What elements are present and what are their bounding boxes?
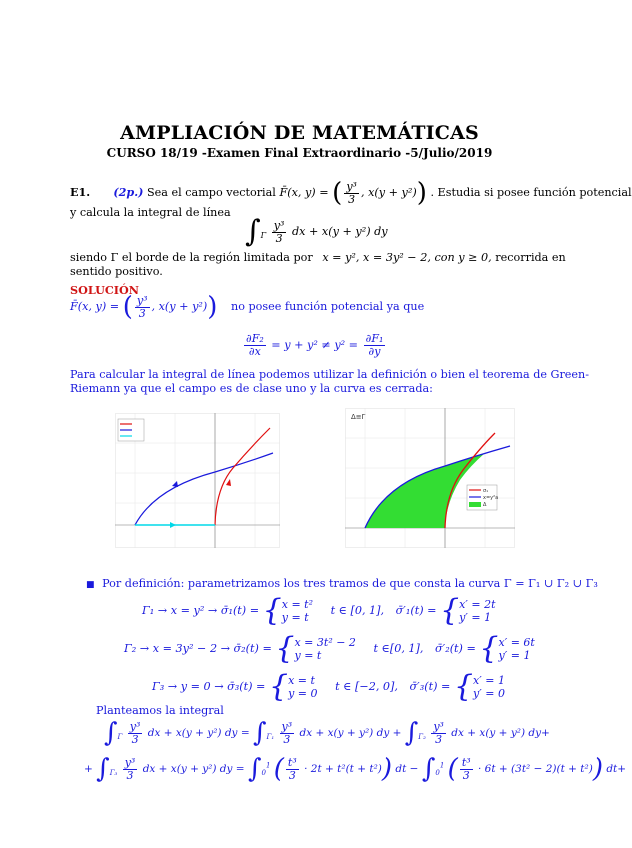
eq2-upper-2: 1 <box>439 761 445 770</box>
exercise-line-1: E1. (2p.) Sea el campo vectorial F̄(x, y) = ( $\frac{\text{y³}}{3}$ , x(y + y²)) . Estudia si posee función potencial <box>70 178 632 208</box>
eq1-num-2: y³ <box>281 719 293 733</box>
eq2-sub-gamma3: Γ₃ <box>109 769 118 778</box>
g3-d-case-1: x′ = 1 <box>473 674 505 687</box>
field-den: 3 <box>348 192 356 206</box>
sol-field-num: y³ <box>136 293 148 307</box>
g1-derivative: σ̄′₁(t) = <box>395 604 437 617</box>
eq1-sub-gamma1: Γ₁ <box>266 733 275 742</box>
eq2-lower-2: 0 <box>435 769 440 778</box>
paragraph-line-1: Para calcular la integral de línea podemos utilizar la definición o bien el teorema de Green- <box>70 368 590 381</box>
partial-2-den: ∂y <box>368 345 381 358</box>
eq2-den-3: 3 <box>462 768 470 782</box>
g3-case-2: y = 0 <box>288 687 318 700</box>
exercise-after-field: . Estudia si posee función potencial <box>430 186 632 199</box>
legend-right-item-1: σ₁ <box>483 488 489 494</box>
integral-subscript: Γ <box>260 231 267 241</box>
solution-field-line: F̄(x, y) = ( $\frac{\text{y³}}{3}$ , x(y + y²)) no posee función potencial ya que <box>70 292 425 322</box>
sol-field-den: 3 <box>138 306 146 320</box>
eq1-den-2: 3 <box>283 732 291 746</box>
partial-1-num: ∂F₂ <box>246 332 264 345</box>
g1-case-1: x = t² <box>281 598 314 611</box>
eq1-num-1: y³ <box>129 719 141 733</box>
cond-equations: x = y², x = 3y² − 2, con y ≥ 0, <box>322 251 492 264</box>
exercise-intro: Sea el campo vectorial <box>147 186 276 199</box>
eq2-den-2: 3 <box>288 768 296 782</box>
figure-left-plot <box>115 413 280 548</box>
g2-case-1: x = 3t² − 2 <box>294 636 356 649</box>
g2-text: Γ₂ → x = 3y² − 2 → σ̄₂(t) = <box>124 642 272 655</box>
eq2-part-f: dt+ <box>606 763 627 775</box>
integral-num: y³ <box>273 218 285 232</box>
g1-d-case-2: y′ = 1 <box>459 611 492 624</box>
planteamos-text: Planteamos la integral <box>96 704 224 717</box>
exercise-line-4: sentido positivo. <box>70 265 163 278</box>
exercise-label: E1. <box>70 185 91 199</box>
eq2-part-c: · 2t + t²(t + t²) <box>304 763 382 775</box>
eq1-part-b: dx + x(y + y²) dy + <box>299 727 402 739</box>
gamma2-line: Γ₂ → x = 3y² − 2 → σ̄₂(t) = { x = 3t² − 2 y = t t ∈[0, 1], σ̄′₂(t) = { x′ = 6t y′ = 1 <box>124 631 535 666</box>
eq1-sub-gamma: Γ <box>117 733 123 742</box>
sol-field-rest: , x(y + y²) <box>151 300 208 313</box>
eq2-lower-1: 0 <box>261 769 266 778</box>
eq1-sub-gamma2: Γ₂ <box>418 733 426 742</box>
eq1-den-3: 3 <box>435 732 443 746</box>
g3-text: Γ₃ → y = 0 → σ̄₃(t) = <box>152 680 266 693</box>
no-potential-text: no posee función potencial ya que <box>231 300 425 313</box>
eq2-upper-1: 1 <box>265 761 271 770</box>
exam-subtitle: CURSO 18/19 -Examen Final Extraordinario -5/Julio/2019 <box>106 146 493 160</box>
page-title: AMPLIACIÓN DE MATEMÁTICAS <box>120 122 479 144</box>
g3-d-case-2: y′ = 0 <box>473 687 505 700</box>
figure-right-plot <box>345 408 515 548</box>
legend-green-swatch <box>469 502 481 507</box>
gamma3-line: Γ₃ → y = 0 → σ̄₃(t) = { x = t y = 0 t ∈ [−2, 0], σ̄′₃(t) = { x′ = 1 y′ = 0 <box>152 669 505 704</box>
bullet-text: Por definición: parametrizamos los tres tramos de que consta la curva Γ = Γ₁ ∪ Γ₂ ∪ Γ₃ <box>102 577 598 590</box>
legend-right-item-2: x=y²a <box>483 495 499 501</box>
g1-d-case-1: x′ = 2t <box>459 598 496 611</box>
gamma1-line: Γ₁ → x = y² → σ̄₁(t) = { x = t² y = t t ∈ [0, 1], σ̄′₁(t) = { x′ = 2t y′ = 1 <box>142 593 496 628</box>
paragraph-line-2: Riemann ya que el campo es de clase uno y la curva es cerrada: <box>70 382 433 395</box>
g3-case-1: x = t <box>288 674 315 687</box>
g3-derivative: σ̄′₃(t) = <box>409 680 451 693</box>
g1-text: Γ₁ → x = y² → σ̄₁(t) = <box>142 604 260 617</box>
legend-right-item-3: Δ <box>483 502 487 508</box>
eq1-den-1: 3 <box>131 732 139 746</box>
integral-rest: dx + x(y + y²) dy <box>291 225 388 238</box>
partial-2-num: ∂F₁ <box>365 332 384 345</box>
g3-interval: t ∈ [−2, 0], <box>335 680 398 693</box>
eq2-num-3: t³ <box>461 755 471 769</box>
bullet-icon: ■ <box>86 580 95 590</box>
integral-equation-1: $\int_\Gamma$ $\frac{\text{y³}}{3}$ dx + x(y + y²) dy = $\int_{\Gamma_1}$ $\frac{\text{y³}}{3}$ dx + x(y + y²) dy + $\int_{\Gamma_2}$ $\frac{\text{y³}}{3}$ dx + x(y + y²) dy+ <box>104 718 550 748</box>
field-rest: , x(y + y²) <box>360 186 417 199</box>
field-num: y³ <box>346 179 357 193</box>
cond-text: siendo Γ el borde de la región limitada por <box>70 251 313 264</box>
partials-line <box>242 333 387 358</box>
sol-field-lhs: F̄(x, y) = <box>70 300 120 313</box>
g2-derivative: σ̄′₂(t) = <box>435 642 476 655</box>
eq2-num-1: y³ <box>124 755 136 769</box>
integral-equation-2: + $\int_{\Gamma_3}$ $\frac{\text{y³}}{3}$ dx + x(y + y²) dy = $\int_0^1$ ( $\frac{\text{t³}}{3}$ · 2t + t²(t + t²)) dt − $\int_0^1$ ( $\frac{\text{t³}}{3}$ · 6t + (3t² − 2)(t + t²)) dt+ <box>84 754 627 784</box>
eq2-num-2: t³ <box>287 755 297 769</box>
g2-d-case-1: x′ = 6t <box>498 636 535 649</box>
exercise-integral: $\int_\Gamma$ $\frac{\text{y³}}{3}$ dx + x(y + y²) dy <box>245 214 388 249</box>
right-plot-title: Δ≡Γ <box>351 413 366 421</box>
solution-heading: SOLUCIÓN <box>70 283 139 297</box>
integral-den: 3 <box>275 231 283 245</box>
g1-case-2: y = t <box>281 611 309 624</box>
g2-interval: t ∈[0, 1], <box>373 642 424 655</box>
exercise-points: (2p.) <box>113 185 144 199</box>
eq2-part-e: · 6t + (3t² − 2)(t + t²) <box>478 763 593 775</box>
exercise-line-3 <box>70 251 566 265</box>
eq1-num-3: y³ <box>433 719 444 733</box>
field-lhs: F̄(x, y) = <box>279 186 329 199</box>
g1-interval: t ∈ [0, 1], <box>330 604 385 617</box>
cond-end: recorrida en <box>495 251 566 264</box>
exercise-line-2: y calcula la integral de línea <box>70 206 231 219</box>
partial-1-den: ∂x <box>248 345 261 358</box>
eq1-part-a: dx + x(y + y²) dy = <box>147 727 250 739</box>
eq2-part-b: dx + x(y + y²) dy = <box>142 763 245 775</box>
eq2-part-d: dt − <box>395 763 419 775</box>
g2-d-case-2: y′ = 1 <box>498 649 531 662</box>
eq2-den-1: 3 <box>126 768 134 782</box>
g2-case-2: y = t <box>294 649 322 662</box>
bullet-line <box>86 577 598 592</box>
eq1-part-c: dx + x(y + y²) dy+ <box>451 727 550 739</box>
partials-mid: = y + y² ≠ y² = <box>271 338 359 352</box>
eq2-plus: + <box>84 763 93 775</box>
